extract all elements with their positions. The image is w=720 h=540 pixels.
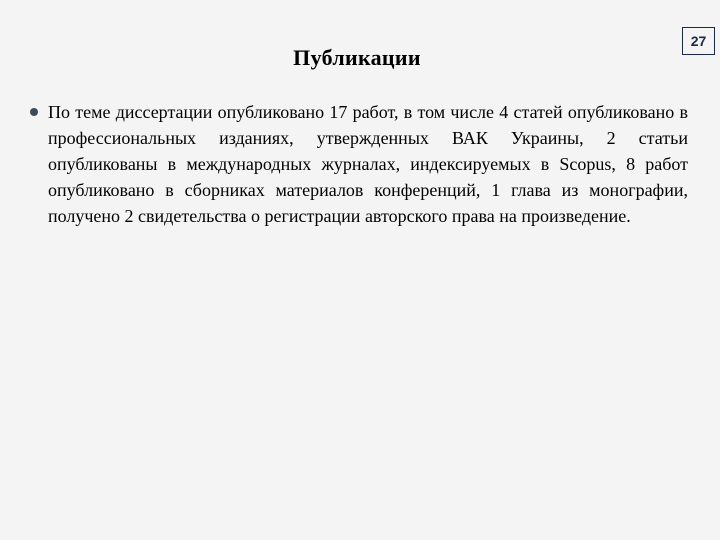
page-number: 27 — [690, 33, 707, 49]
page-number-box — [682, 27, 715, 55]
bullet-dot-icon — [30, 108, 38, 116]
bullet-text: По теме диссертации опубликовано 17 работ, в том числе 4 статей опубликовано в профессиональных изданиях, утвержденных ВАК Украины, 2 статьи опубликованы в международных журналах, индексируемых в Scopus, 8 работ опубликовано в сборниках материалов конференций, 1 глава из монографии, получено 2 свидетельства о регистрации авторского права на произведение. — [48, 102, 688, 226]
slide-title: Публикации — [293, 45, 421, 70]
